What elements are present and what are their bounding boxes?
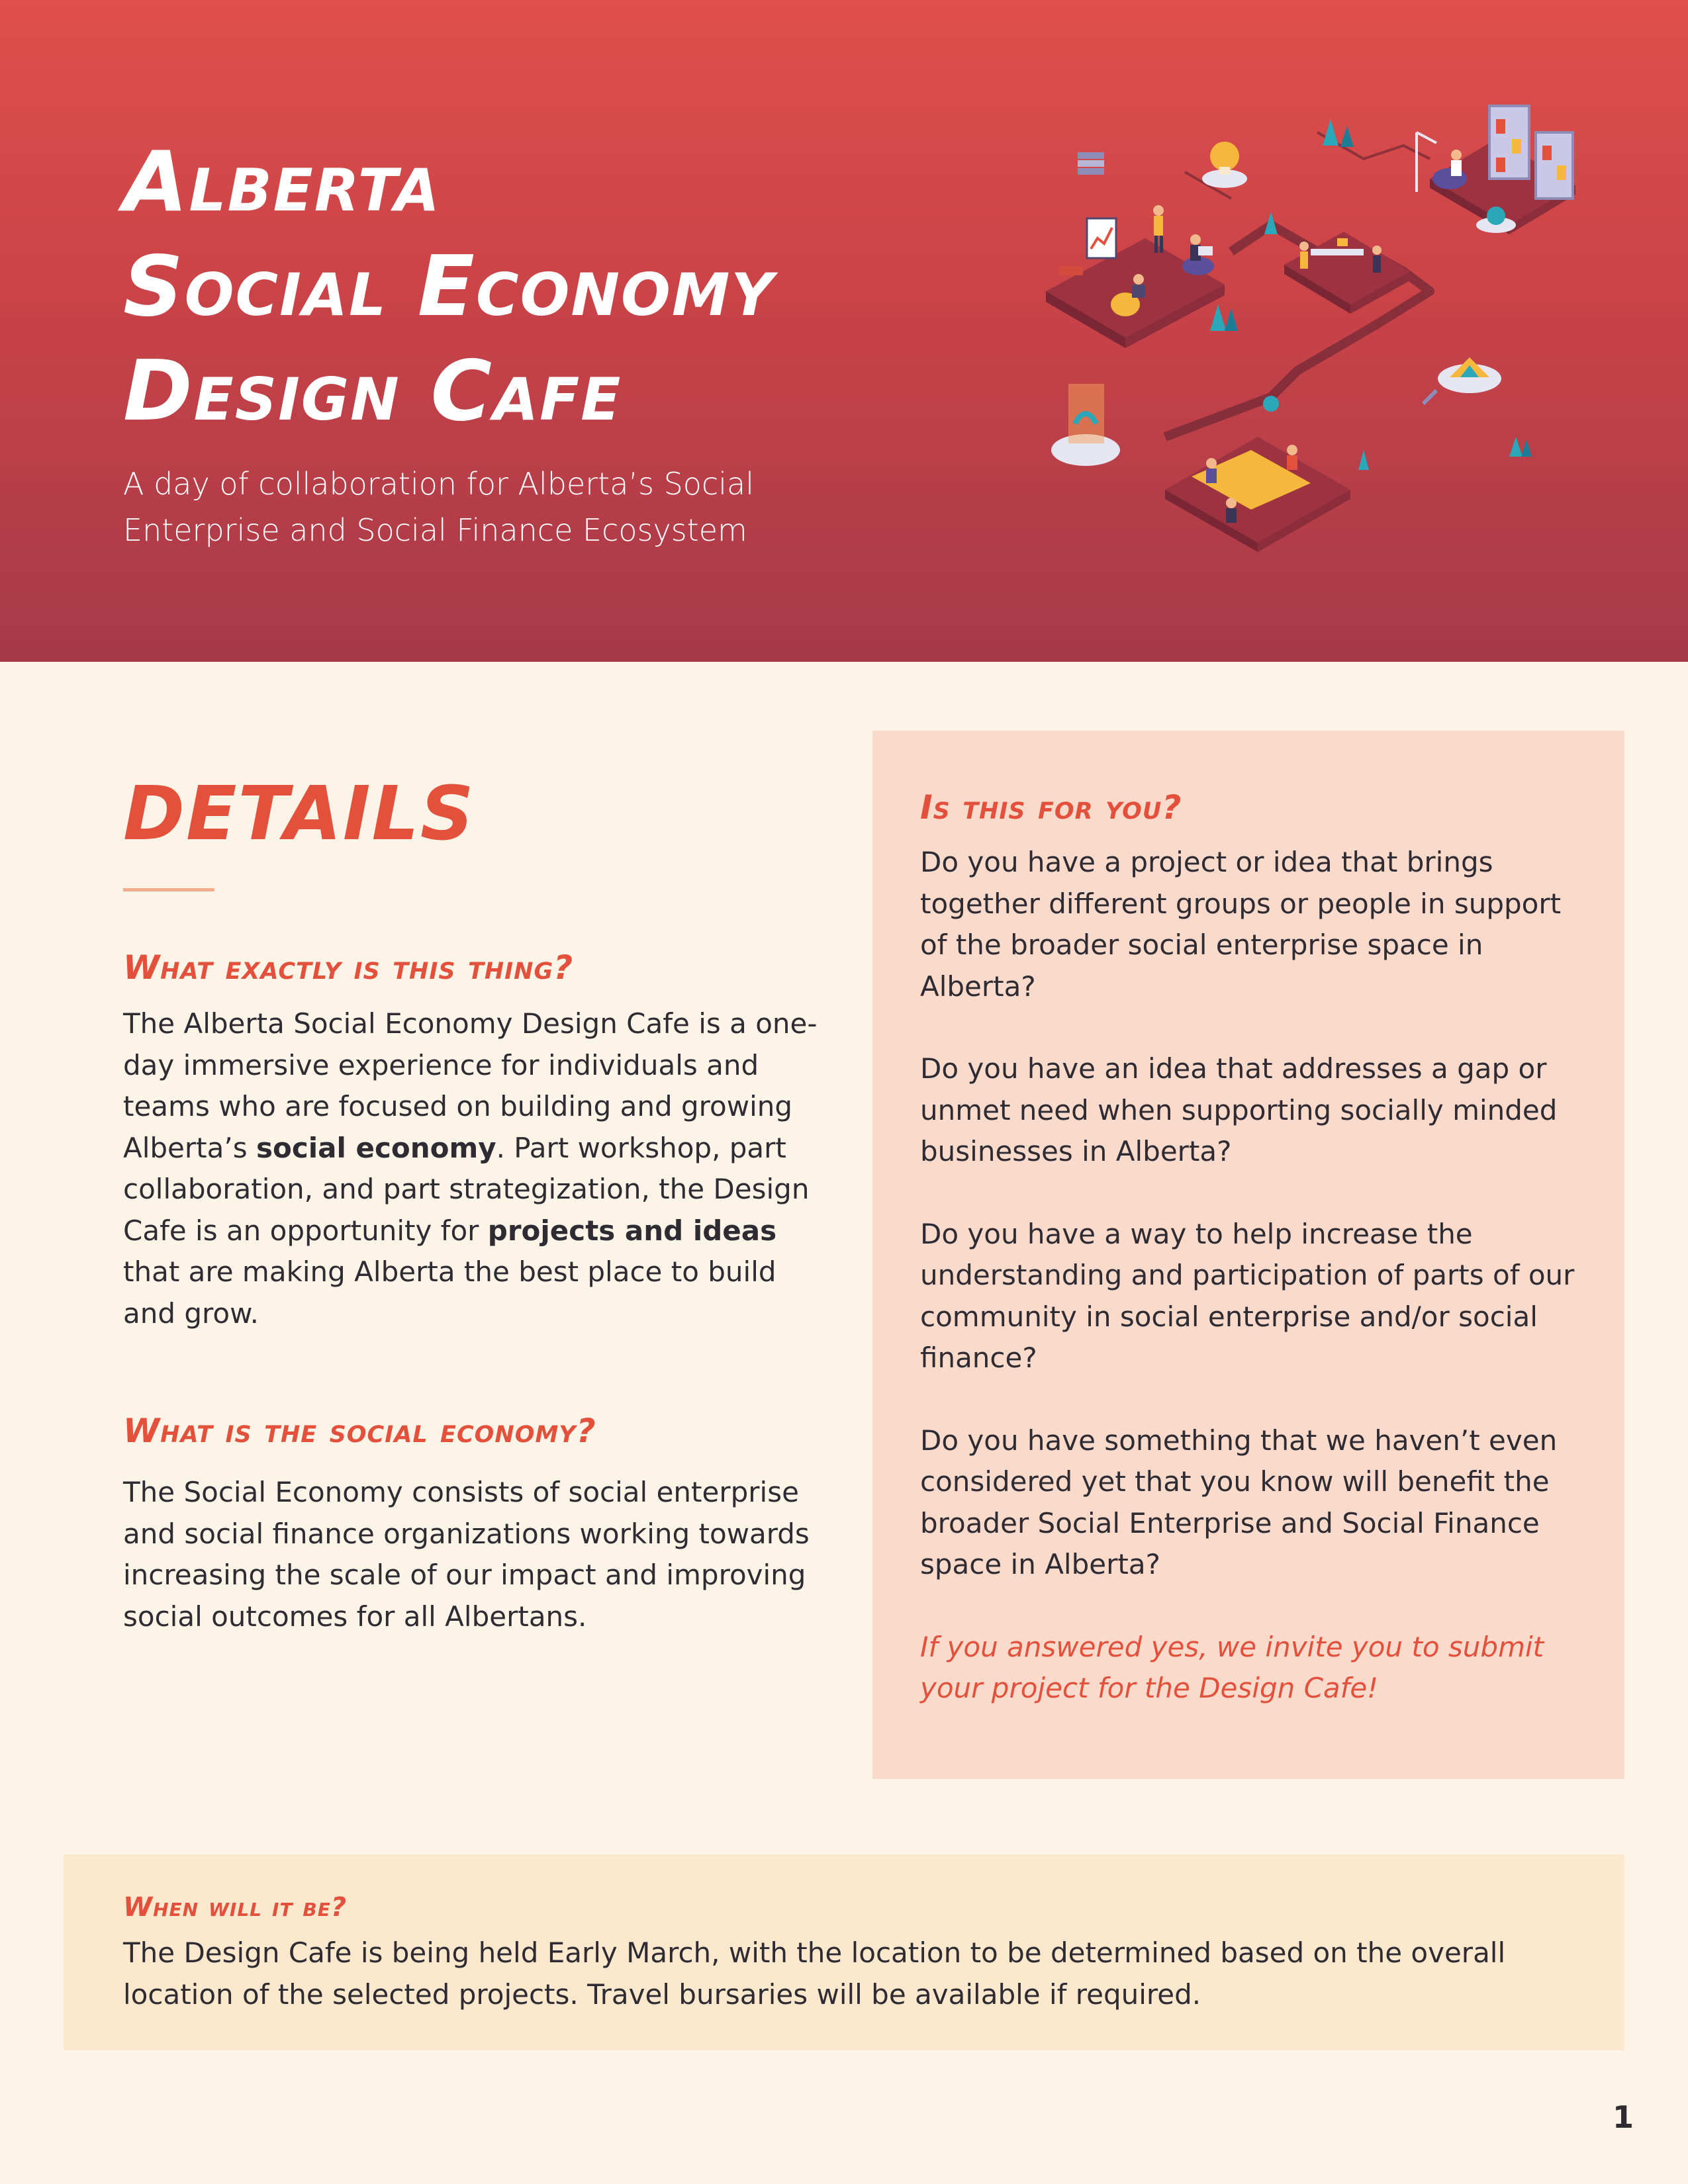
for-you-question: Do you have something that we haven’t even considered yet that you know will benefit the broader Social Enterprise and Social Finance space in Alberta? xyxy=(920,1424,1558,1580)
what-is-it-text xyxy=(123,1003,818,1334)
page-number: 1 xyxy=(1612,2099,1634,2135)
details-divider xyxy=(123,888,214,891)
when-panel xyxy=(64,1854,1624,2050)
for-you-heading: Is this for you? xyxy=(920,788,1182,827)
header-banner xyxy=(0,0,1688,662)
page-title xyxy=(123,130,984,443)
title-line: Alberta xyxy=(123,133,441,230)
subtitle-line: A day of collaboration for Alberta’s Social xyxy=(123,466,754,502)
for-you-question: Do you have an idea that addresses a gap or unmet need when supporting socially minded businesses in Alberta? xyxy=(920,1052,1558,1167)
social-economy-heading: What is the social economy? xyxy=(123,1412,596,1450)
is-this-for-you-panel xyxy=(872,731,1624,1779)
for-you-question: Do you have a project or idea that brings together different groups or people in support of the broader social enterprise space in Alberta? xyxy=(920,846,1562,1003)
for-you-question: Do you have a way to help increase the understanding and participation of parts of our community in social enterprise and/or social finance? xyxy=(920,1217,1575,1374)
subtitle-line: Enterprise and Social Finance Ecosystem xyxy=(123,512,747,548)
social-economy-text: The Social Economy consists of social enterprise and social finance organizations working towards increasing the scale of our impact and improving social outcomes for all Albertans. xyxy=(123,1476,810,1633)
title-line: Social Economy xyxy=(123,238,775,335)
what-is-it-heading: What exactly is this thing? xyxy=(123,948,574,987)
isometric-workspace-illustration xyxy=(1033,93,1602,569)
details-section xyxy=(123,946,818,1637)
title-line: Design Cafe xyxy=(123,342,622,439)
projects-ideas-emphasis: projects and ideas xyxy=(487,1214,777,1247)
what-is-it-text-part: The Alberta Social Economy Design Cafe is a one-day immersive experience for individuals and teams who are focused on building and growing Alberta’s xyxy=(123,1007,818,1164)
submit-invitation: If you answered yes, we invite you to submit your project for the Design Cafe! xyxy=(920,1630,1544,1704)
what-is-it-text-part: . Part workshop, part collaboration, and part strategization, the Design Cafe is an opportunity for xyxy=(123,1131,810,1247)
social-economy-emphasis: social economy xyxy=(256,1131,496,1164)
when-heading: When will it be? xyxy=(123,1892,348,1923)
page-subtitle xyxy=(123,461,884,553)
what-is-it-text-part: that are making Alberta the best place to build and grow. xyxy=(123,1255,776,1330)
when-text: The Design Cafe is being held Early March, with the location to be determined based on the overall location of the selected projects. Travel bursaries will be available if required. xyxy=(123,1936,1506,2011)
details-title: DETAILS xyxy=(123,771,475,857)
